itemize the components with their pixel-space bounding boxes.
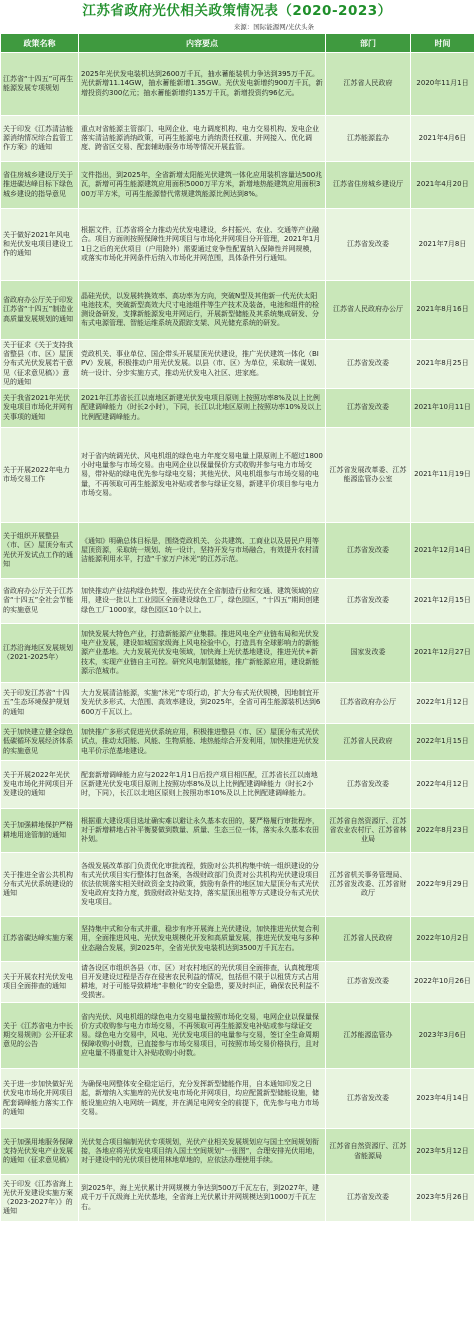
policy-name-cell: 江苏省碳达峰实施方案 bbox=[1, 917, 79, 962]
department-cell: 江苏省自然资源厅、江苏省农业农村厅、江苏省林业局 bbox=[326, 809, 411, 853]
department-cell: 江苏省机关事务管理局、江苏省发改委、江苏省财政厅 bbox=[326, 853, 411, 917]
table-row bbox=[1, 917, 474, 962]
date-cell: 2021年12月14日 bbox=[411, 523, 474, 579]
table-row bbox=[1, 1003, 474, 1069]
table-row bbox=[1, 428, 474, 523]
date-cell: 2023年5月12日 bbox=[411, 1129, 474, 1175]
date-cell: 2021年4月6日 bbox=[411, 116, 474, 162]
date-cell: 2022年9月29日 bbox=[411, 853, 474, 917]
content-cell: 为确保电网整体安全稳定运行，充分发挥新型储能作用，自本通知印发之日起，新增纳入实施库的光伏发电市场化并网项目，均应配置新型储能设施，储能设施应纳入电网统一调度，并在满足电网安全的前提下，优先参与电力市场交易。 bbox=[79, 1069, 326, 1129]
content-cell: 请各设区市组织各县（市、区）对农村地区的光伏项目全面排查，认真梳理项目开发建设过程是否存在侵害农民利益的情况，包括但不限于以租赁方式占用耕地，对于可能导致耕地“非粮化”的安全隐患，要及时纠正，确保农民利益不受损害。 bbox=[79, 962, 326, 1003]
content-cell: 根据文件，江苏省将全力推动光伏发电建设，乡村振兴、农业、交通等产业融合。项目方面则按照保障性并网项目与市场化并网项目分开管理，2021年1月1日之后的光伏项目（户用除外）需要通过竞争性配置纳入保障性并网规模，或落实市场化并网条件后纳入市场化并网范围，具体条件另行通知。 bbox=[79, 209, 326, 281]
department-cell: 江苏省发改委 bbox=[326, 962, 411, 1003]
table-row bbox=[1, 162, 474, 209]
table-row bbox=[1, 53, 474, 116]
department-cell: 江苏省住房城乡建设厅 bbox=[326, 162, 411, 209]
policy-name-cell: 关于推进全省公共机构分布式光伏系统建设的通知 bbox=[1, 853, 79, 917]
policy-name-cell: 江苏沿海地区发展规划（2021-2025年） bbox=[1, 624, 79, 683]
department-cell: 江苏省发改委 bbox=[326, 1069, 411, 1129]
department-cell: 江苏省政府办公厅 bbox=[326, 683, 411, 724]
page-title: 江苏省政府光伏相关政策情况表（2020-2023） bbox=[82, 3, 392, 19]
content-cell: 《通知》明确总体目标是，围绕党政机关、公共建筑、工商业以及居民户用等屋顶资源，采取统一规划、统一设计，坚持开发与市场融合，有效提升农村清洁能源利用水平，打造“千家万户沐光”的江苏示范。 bbox=[79, 523, 326, 579]
table-row bbox=[1, 624, 474, 683]
date-cell: 2021年12月27日 bbox=[411, 624, 474, 683]
policy-name-cell: 省政府办公厅关于江苏省“十四五”全社会节能的实施意见 bbox=[1, 579, 79, 624]
policy-name-cell: 关于开展农村光伏发电项目全面排查的通知 bbox=[1, 962, 79, 1003]
policy-name-cell: 关于开展2022年电力市场交易工作 bbox=[1, 428, 79, 523]
policy-name-cell: 关于印发江苏省“十四五”生态环境保护规划的通知 bbox=[1, 683, 79, 724]
policy-name-cell: 关于我省2021年光伏发电项目市场化并网有关事项的通知 bbox=[1, 389, 79, 428]
policy-name-cell: 省政府办公厅关于印发江苏省“十四五”制造业高质量发展规划的通知 bbox=[1, 281, 79, 340]
table-row bbox=[1, 523, 474, 579]
table-row bbox=[1, 853, 474, 917]
header-content: 内容要点 bbox=[79, 34, 326, 53]
policy-name-cell: 关于加快建立健全绿色低碳循环发展经济体系的实施意见 bbox=[1, 724, 79, 761]
date-cell: 2021年11月19日 bbox=[411, 428, 474, 523]
department-cell: 江苏省自然资源厅、江苏省能源局 bbox=[326, 1129, 411, 1175]
content-cell: 到2025年，海上光伏累计并网规模力争达到500万千瓦左右，到2027年，建成千万千瓦级海上光伏基地，全省海上光伏累计并网规模达到1000万千瓦左右。 bbox=[79, 1175, 326, 1222]
content-cell: 2021年江苏省长江以南地区新建光伏发电项目原则上按照功率8%及以上比例配建调峰能力（时长2小时），下同，长江以北地区原则上按照功率10%及以上比例配建调峰能力。 bbox=[79, 389, 326, 428]
table-row bbox=[1, 1069, 474, 1129]
content-cell: 对于省内统调光伏、风电机组的绿色电力年度交易电量上限原则上不超过1800小时电量参与市场交易。由电网企业以保量保价方式收购并参与电力市场交易，带补贴的绿电优先参与绿电交易；其他光伏、风电机组参与市场交易的电量，不再领取可再生能源发电补贴或者参与绿证交易，新建平价项目参与电力市场交易。 bbox=[79, 428, 326, 523]
table-row bbox=[1, 281, 474, 340]
department-cell: 国家发改委 bbox=[326, 624, 411, 683]
content-cell: 文件指出，到2025年，全省新增太阳能光伏建筑一体化应用装机容量达500兆瓦，新增可再生能源建筑应用面积5000万平方米，新增地热能建筑应用面积300万平方米，可再生能源替代常规建筑能源比例达到8%。 bbox=[79, 162, 326, 209]
date-cell: 2023年4月14日 bbox=[411, 1069, 474, 1129]
date-cell: 2022年1月15日 bbox=[411, 724, 474, 761]
date-cell: 2022年8月23日 bbox=[411, 809, 474, 853]
table-row bbox=[1, 761, 474, 809]
department-cell: 江苏省发改委 bbox=[326, 340, 411, 389]
content-cell: 党政机关、事业单位、国企带头开展屋顶光伏建设，推广光伏建筑一体化（BIPV）发展，积极推动户用光伏发展。以县（市、区）为单位，采取统一谋划、统一设计、分步实施方式，推动光伏发电入社区、进家庭。 bbox=[79, 340, 326, 389]
date-cell: 2022年10月2日 bbox=[411, 917, 474, 962]
department-cell: 江苏省发改委 bbox=[326, 1175, 411, 1222]
date-cell: 2021年4月20日 bbox=[411, 162, 474, 209]
date-cell: 2020年11月1日 bbox=[411, 53, 474, 116]
table-row bbox=[1, 724, 474, 761]
source-note: 来源：国际能源网/光伏头条 bbox=[233, 23, 314, 31]
table-row bbox=[1, 809, 474, 853]
department-cell: 江苏能源监办 bbox=[326, 116, 411, 162]
date-cell: 2023年3月6日 bbox=[411, 1003, 474, 1069]
date-cell: 2022年1月12日 bbox=[411, 683, 474, 724]
table-row bbox=[1, 962, 474, 1003]
department-cell: 江苏省发改委 bbox=[326, 523, 411, 579]
department-cell: 江苏省人民政府办公厅 bbox=[326, 281, 411, 340]
department-cell: 江苏省人民政府 bbox=[326, 53, 411, 116]
table-row bbox=[1, 579, 474, 624]
policy-name-cell: 关于开展2022年光伏发电市场化并网项目开发建设的通知 bbox=[1, 761, 79, 809]
content-cell: 坚持集中式和分布式并重，稳步有序开展海上光伏建设，加快推进光伏复合利用，全面推进风电、光伏发电规模化开发和高质量发展，推进光伏发电与多种业态融合发展，到2025年，全省光伏发电装机达到3500万千瓦左右。 bbox=[79, 917, 326, 962]
date-cell: 2021年10月11日 bbox=[411, 389, 474, 428]
table-row bbox=[1, 389, 474, 428]
date-cell: 2021年12月15日 bbox=[411, 579, 474, 624]
date-cell: 2023年5月26日 bbox=[411, 1175, 474, 1222]
policy-name-cell: 关于印发《江苏清洁能源消纳情况综合监管工作方案》的通知 bbox=[1, 116, 79, 162]
content-cell: 大力发展清洁能源，实施“沐光”专项行动，扩大分布式光伏规模，因地制宜开发光伏多形式、大范围、高效率建设，到2025年，全省可再生能源装机达到6600万千瓦以上。 bbox=[79, 683, 326, 724]
policy-table bbox=[0, 33, 474, 1222]
table-header-row bbox=[1, 34, 474, 53]
date-cell: 2021年7月8日 bbox=[411, 209, 474, 281]
header-policy: 政策名称 bbox=[1, 34, 79, 53]
content-cell: 省内光伏、风电机组的绿色电力交易电量按照市场化交易，电网企业以保量保价方式收购参与电力市场交易，不再领取可再生能源发电补贴或参与绿证交易。绿色电力交易中，风电、光伏发电项目的电量参与交易，签订全生命周期保障收购小时数，已直接参与市场交易项目，可按照市场交易价格执行，且对应电量不得重复计入补贴收购小时数。 bbox=[79, 1003, 326, 1069]
policy-name-cell: 关于进一步加快做好光伏发电市场化并网项目配套调峰能力落实工作的通知 bbox=[1, 1069, 79, 1129]
department-cell: 江苏能源监管办 bbox=[326, 1003, 411, 1069]
policy-name-cell: 关于做好2021年风电和光伏发电项目建设工作的通知 bbox=[1, 209, 79, 281]
content-cell: 加快推广多形式促进光伏系统应用，积极推进整县（市、区）屋顶分布式光伏试点，推动太阳能、风能、生物质能、地热能综合开发利用，加快推进光伏发电平价示范基地建设。 bbox=[79, 724, 326, 761]
department-cell: 江苏省发改委 bbox=[326, 579, 411, 624]
department-cell: 江苏省发改委 bbox=[326, 209, 411, 281]
content-cell: 根据重大建设项目选址确实难以避让永久基本农田的，要严格履行审批程序，对于新增耕地占补平衡要做到数量、质量、生态三位一体，落实永久基本农田补划。 bbox=[79, 809, 326, 853]
date-cell: 2021年8月16日 bbox=[411, 281, 474, 340]
table-row bbox=[1, 209, 474, 281]
table-row bbox=[1, 1175, 474, 1222]
content-cell: 光伏复合项目编制光伏专项规划，光伏产业相关发展规划应与国土空间规划衔接，各地应将光伏发电项目纳入国土空间规划“一张图”，合理安排光伏用地，对于建设中的光伏项目使用林地草地的，应依法办理使用手续。 bbox=[79, 1129, 326, 1175]
department-cell: 江苏省发改委 bbox=[326, 389, 411, 428]
policy-name-cell: 江苏省“十四五”可再生能源发展专项规划 bbox=[1, 53, 79, 116]
department-cell: 江苏省人民政府 bbox=[326, 724, 411, 761]
content-cell: 加快推动产业结构绿色转型，推动光伏在全省制造行业和交通、建筑领域的应用，建设一批以上工业园区全面建设绿色工厂，绿色园区，“十四五”期间创建绿色工厂1000家，绿色园区10个以上。 bbox=[79, 579, 326, 624]
content-cell: 2025年光伏发电装机达到2600万千瓦，抽水蓄能装机力争达到395万千瓦。光伏新增11.14GW，抽水蓄能新增1.35GW。光伏发电新增约900万千瓦，新增投资约300亿元；抽水蓄能新增约135万千瓦，新增投资约96亿元。 bbox=[79, 53, 326, 116]
watermark: 知乎 @国际能源网 bbox=[380, 1327, 464, 1338]
content-cell: 各级发展改革部门负责优化审批流程，鼓励对公共机构集中统一组织建设的分布式光伏项目实行整体打包备案，各级财政部门负责对公共机构光伏建设项目依法依规落实相关财政资金支持政策，鼓励有条件的地区加大屋顶分布式光伏发电政府支持力度，鼓励财政补贴支持，落实屋顶出租等方式建设分布式光伏发电项目。 bbox=[79, 853, 326, 917]
policy-name-cell: 关于组织开展整县（市、区）屋顶分布式光伏开发试点工作的通知 bbox=[1, 523, 79, 579]
content-cell: 重点对省能源主管部门、电网企业、电力调度机构、电力交易机构、发电企业落实清洁能源消纳政策，可再生能源电力消纳责任权重、并网接入、优化调度、跨省区交易、配套辅助服务市场等情况开展监管。 bbox=[79, 116, 326, 162]
policy-name-cell: 关于加强用地服务保障支持光伏发电产业发展的通知（征求意见稿） bbox=[1, 1129, 79, 1175]
date-cell: 2021年8月25日 bbox=[411, 340, 474, 389]
policy-name-cell: 关于征求《关于支持我省整县（市、区）屋顶分布式光伏发展若干意见（征求意见稿）》意见的通知 bbox=[1, 340, 79, 389]
header-dept: 部门 bbox=[326, 34, 411, 53]
content-cell: 加快发展大特色产业，打造新能源产业集群。推进风电全产业链布局和光伏发电产业发展，建设如城国家级海上风电检验中心，打造具有全球影响力的新能源产业基地。大力发展光伏发电领域，加快海上光伏基地建设，推进光伏+新技术，实现产业链自主可控。研究风电制氢储能，推广新能源应用，建设新能源示范城市。 bbox=[79, 624, 326, 683]
department-cell: 江苏省发展改革委、江苏能源监管办公室 bbox=[326, 428, 411, 523]
table-row bbox=[1, 116, 474, 162]
date-cell: 2022年10月26日 bbox=[411, 962, 474, 1003]
policy-name-cell: 关于加强耕地保护严格耕地用途管制的通知 bbox=[1, 809, 79, 853]
date-cell: 2022年4月12日 bbox=[411, 761, 474, 809]
content-cell: 配套新增调峰能力应与2022年1月1日后投产项目相匹配，江苏省长江以南地区新建光伏发电项目原则上按照功率8%及以上比例配建调峰能力（时长2小时，下同），长江以北地区原则上按照功率10%及以上比例配建调峰能力。 bbox=[79, 761, 326, 809]
content-cell: 晶硅光伏，以发展转换效率、高功率为方向，突破N型及其他新一代光伏太阳电池技术，突破新型高效大尺寸电池组件等生产技术及装备，电池和组件的检测设备研发，支撑新能源发电并网运行，开展新型储能及其系统集成研发、分布式电源管理、智能运维系统及跟踪支架、风光储充系统的研发。 bbox=[79, 281, 326, 340]
table-row bbox=[1, 340, 474, 389]
table-row bbox=[1, 683, 474, 724]
policy-name-cell: 省住房城乡建设厅关于推进碳达峰目标下绿色城乡建设的指导意见 bbox=[1, 162, 79, 209]
policy-name-cell: 关于印发《江苏省海上光伏开发建设实施方案（2023-2027年）》的通知 bbox=[1, 1175, 79, 1222]
table-row bbox=[1, 1129, 474, 1175]
department-cell: 江苏省人民政府 bbox=[326, 917, 411, 962]
header-date: 时间 bbox=[411, 34, 474, 53]
department-cell: 江苏省发改委 bbox=[326, 761, 411, 809]
policy-name-cell: 关于《江苏省电力中长期交易规则》公开征求意见的公告 bbox=[1, 1003, 79, 1069]
